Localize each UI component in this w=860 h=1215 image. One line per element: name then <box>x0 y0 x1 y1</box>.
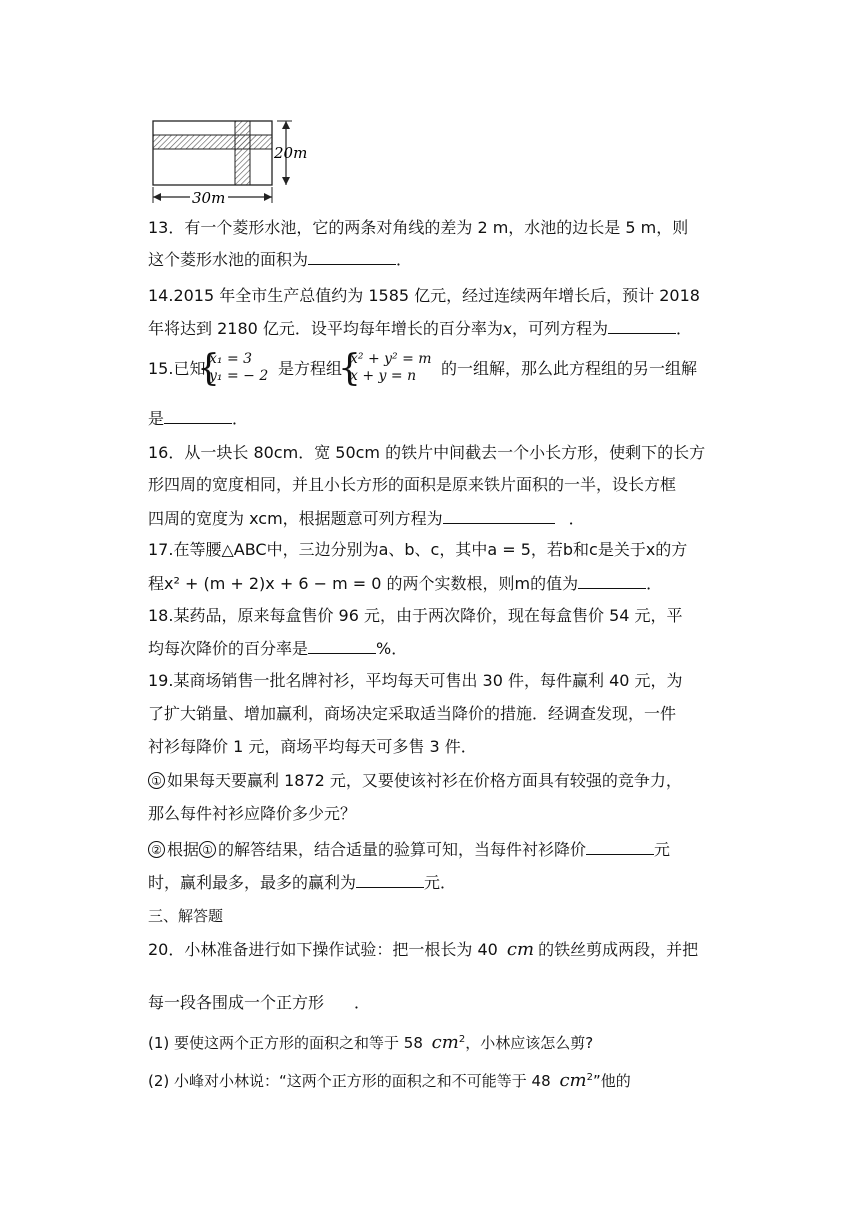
q19-line7: 时，赢利最多，最多的赢利为 元． <box>148 873 457 892</box>
q13-blank[interactable] <box>308 248 396 265</box>
q13-line2: 这个菱形水池的面积为 ． <box>148 250 413 269</box>
brace-left-2: { <box>338 348 361 389</box>
q17-line1: 17.在等腰△ABC中，三边分别为a、b、c，其中a = 5，若b和c是关于x的方 <box>148 540 688 559</box>
q19-part1: ① 如果每天要赢利 1872 元，又要使该衬衫在价格方面具有较强的竞争力， <box>148 771 682 791</box>
brace-left-1: { <box>197 348 220 389</box>
q14-line2: 年将达到 2180 亿元．设平均每年增长的百分率为x，可列方程为 ． <box>148 319 692 338</box>
q15-given-y: y₁ = − 2 <box>209 368 269 384</box>
height-label: 20m <box>274 144 308 162</box>
q19-part2: ② 根据 ① 的解答结果，结合适量的验算可知，当每件衬衫降价 元 <box>148 838 670 860</box>
q13-line1: 13．有一个菱形水池，它的两条对角线的差为 2 m，水池的边长是 5 m，则 <box>148 218 689 237</box>
q15-line2: 是 ． <box>148 409 249 428</box>
q16-line2: 形四周的宽度相同，并且小长方形的面积是原来铁片面积的一半，设长方框 <box>148 475 677 494</box>
q18-blank[interactable] <box>308 637 376 654</box>
q16-line3: 四周的宽度为 xcm，根据题意可列方程为 ． <box>148 509 585 528</box>
q14-blank[interactable] <box>608 317 676 334</box>
q16-line1: 16．从一块长 80cm．宽 50cm 的铁片中间截去一个小长方形，使剩下的长方 <box>148 443 706 462</box>
q19-line3: 衬衫每降价 1 元，商场平均每天可多售 3 件． <box>148 737 477 756</box>
q15-post: 的一组解，那么此方程组的另一组解 <box>441 359 698 378</box>
q18-line1: 18.某药品，原来每盒售价 96 元，由于两次降价，现在每盒售价 54 元，平 <box>148 606 683 625</box>
q17-line2: 程x² + (m + 2)x + 6 − m = 0 的两个实数根，则m的值为 ． <box>148 574 663 593</box>
q20-line1: 20．小林准备进行如下操作试验：把一根长为 40 cm 的铁丝剪成两段，并把 <box>148 939 699 960</box>
q19-line1: 19.某商场销售一批名牌衬衫，平均每天可售出 30 件，每件赢利 40 元，为 <box>148 671 683 690</box>
q15-mid: 是方程组 <box>278 359 343 378</box>
section-heading: 三、解答题 <box>148 907 224 925</box>
q15-pre: 15.已知 <box>148 359 206 378</box>
q19-line2: 了扩大销量、增加赢利，商场决定采取适当降价的措施．经调查发现，一件 <box>148 704 677 723</box>
q15-eq1: x² + y² = m <box>350 351 432 367</box>
q20-line2: 每一段各围成一个正方形 ． <box>148 993 371 1012</box>
q16-blank[interactable] <box>443 507 555 524</box>
field-diagram <box>146 115 316 205</box>
q15-blank[interactable] <box>164 407 232 424</box>
q19-blank-2[interactable] <box>356 871 424 888</box>
q17-blank[interactable] <box>578 572 646 589</box>
q15-given-x: x₁ = 3 <box>209 351 253 367</box>
q20-sub1: (1) 要使这两个正方形的面积之和等于 58 $cm^2$，小林应该怎么剪? <box>148 1032 594 1053</box>
q19-blank-1[interactable] <box>586 838 654 855</box>
width-label: 30m <box>192 189 226 205</box>
q14-line1: 14.2015 年全市生产总值约为 1585 亿元，经过连续两年增长后，预计 2018 <box>148 286 700 305</box>
q15-eq2: x + y = n <box>350 368 417 384</box>
q18-line2: 均每次降价的百分率是 %． <box>148 639 408 658</box>
q19-line5: 那么每件衬衫应降价多少元？ <box>148 804 357 823</box>
q20-sub2: (2) 小峰对小林说：“这两个正方形的面积之和不可能等于 48 $cm^2$”他的 <box>148 1070 631 1091</box>
